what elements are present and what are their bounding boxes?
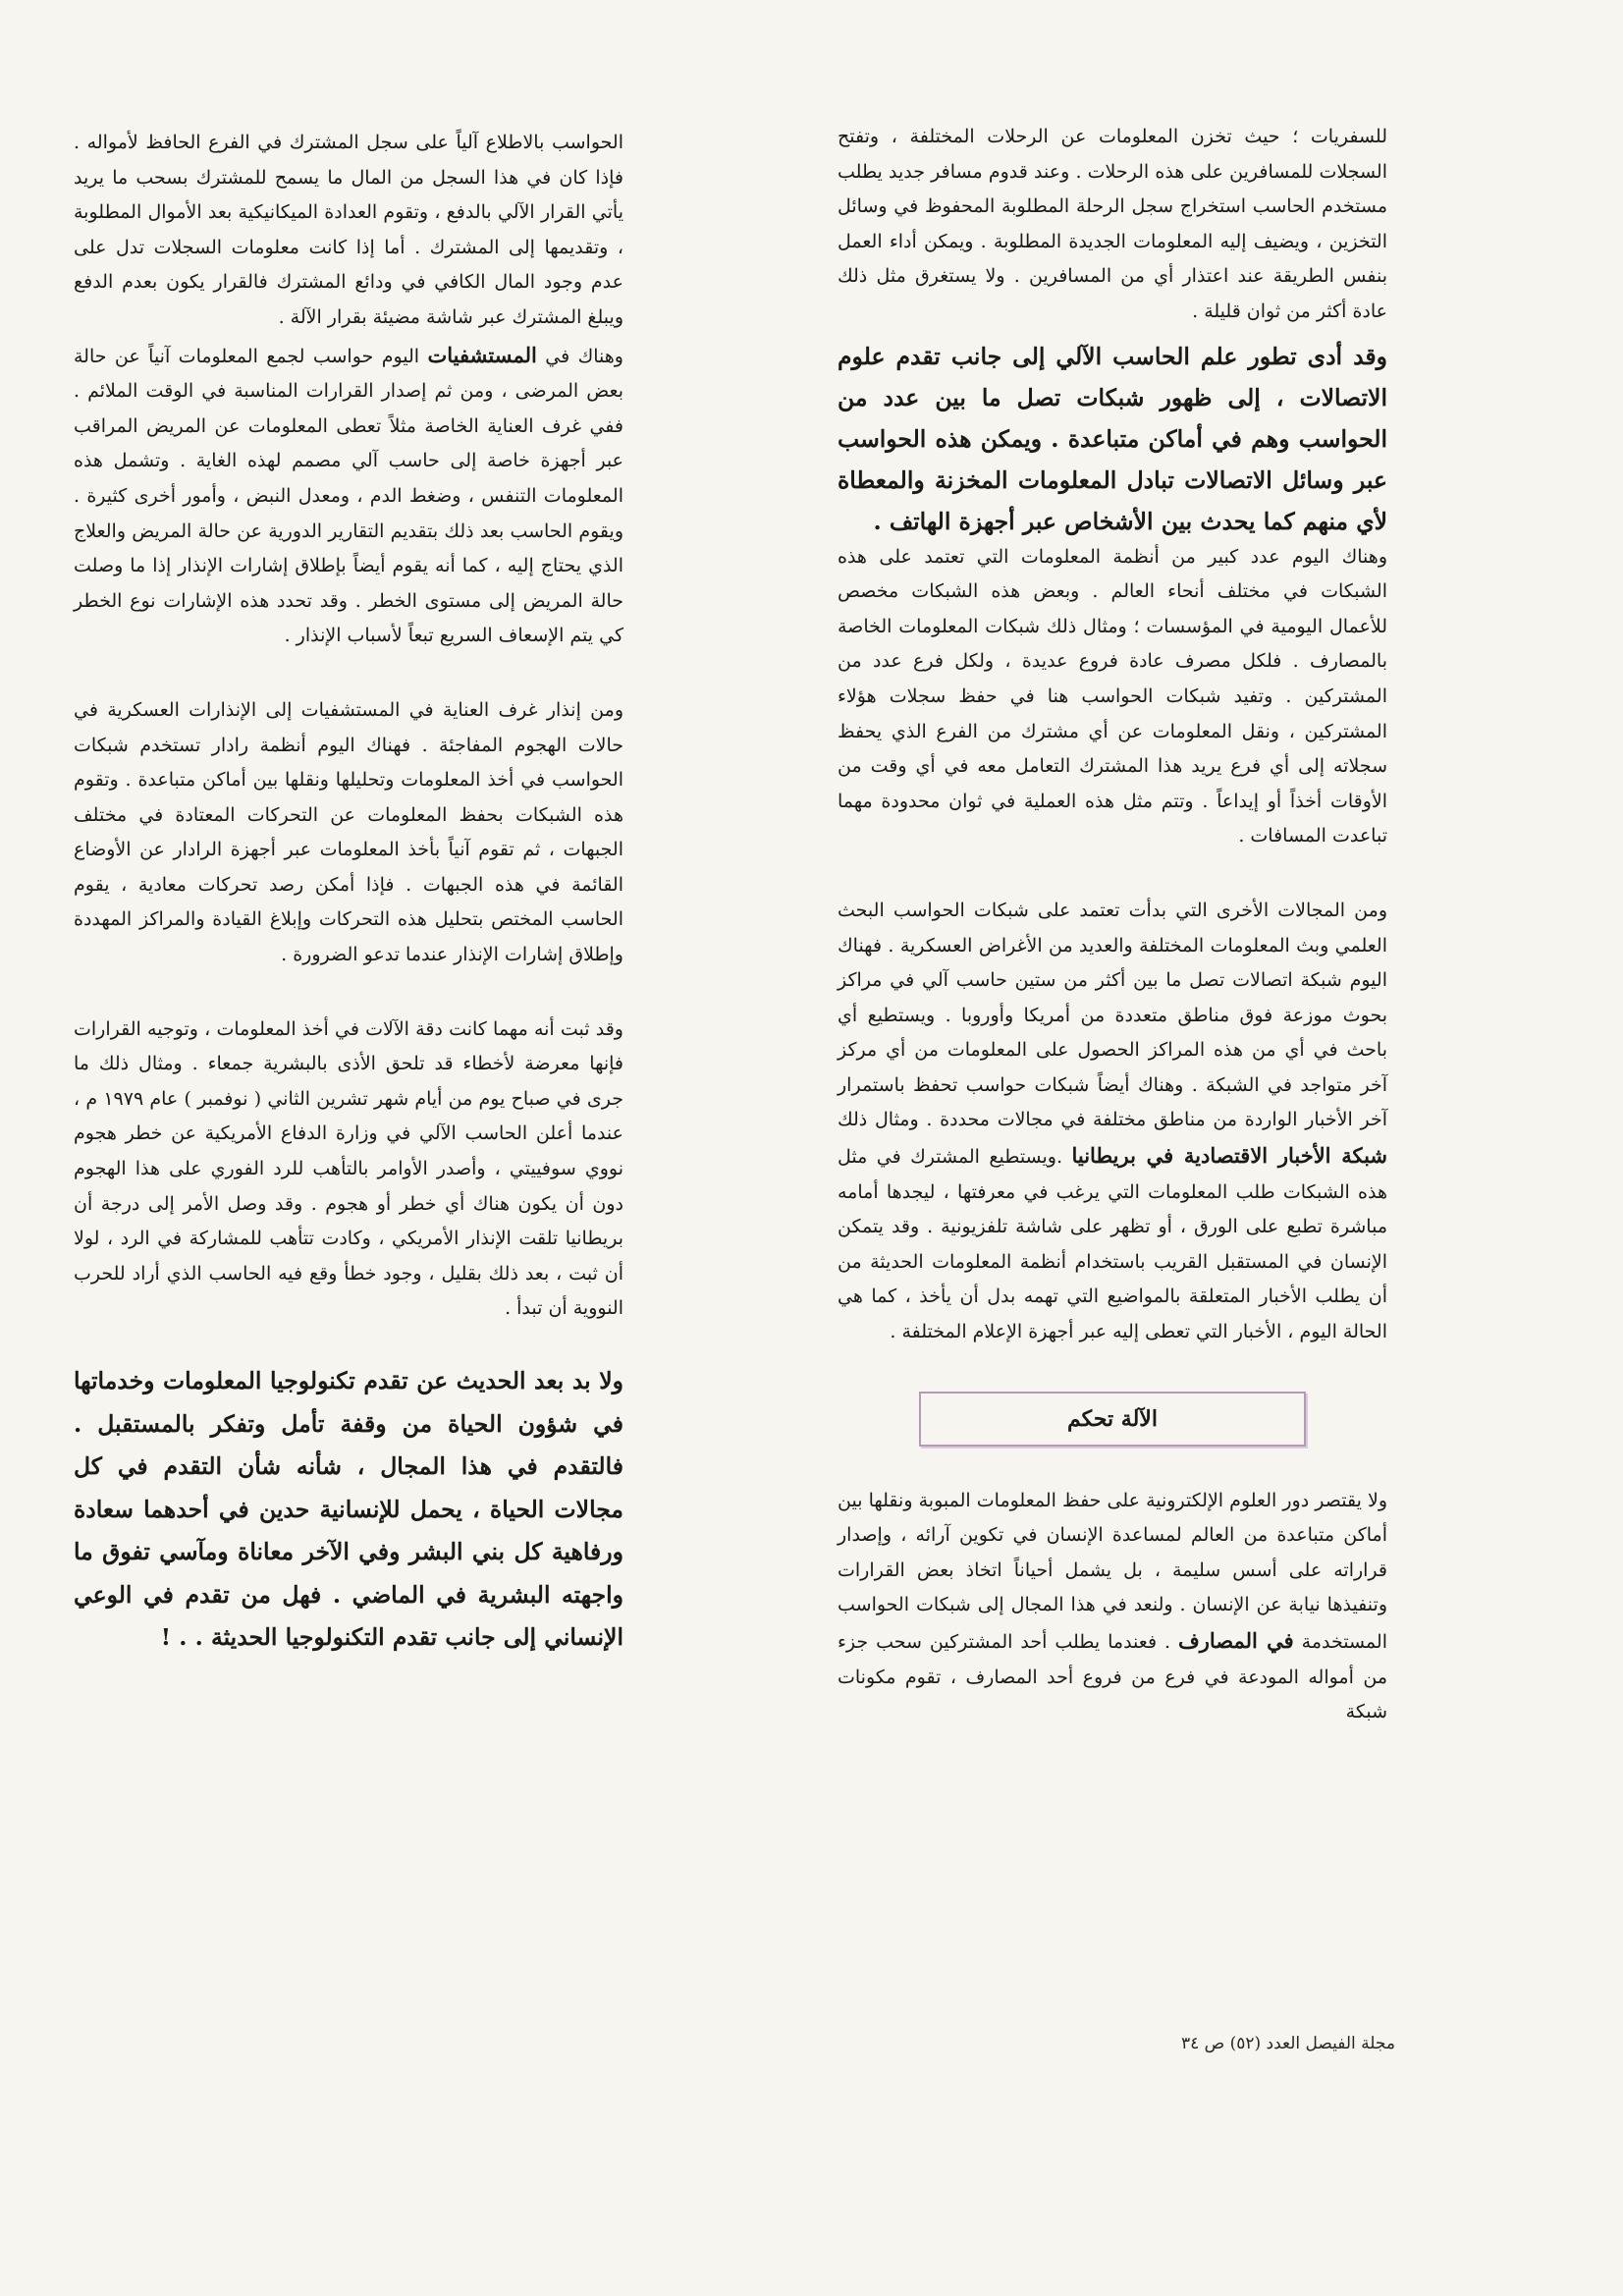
- right-column: [838, 120, 1387, 1730]
- paragraph: [74, 338, 623, 654]
- paragraph: الحواسب بالاطلاع آلياً على سجل المشترك في الفرع الحافظ لأمواله . فإذا كان في هذا السجل من المال ما يسمح للمشترك بسحب ما يريد يأتي القرار الآلي بالدفع ، وتقوم العدادة الميكانيكية بعد الأموال المطلوبة ، وتقديمها إلى المشترك . أما إذا كانت معلومات السجلات تدل على عدم وجود المال الكافي في ودائع المشترك فالقرار يكون بعدم الدفع ويبلغ المشترك عبر شاشة مضيئة بقرار الآلة .: [74, 132, 623, 328]
- text-run: . فعندما يطلب أحد المشتركين سحب جزء من أمواله المودعة في فرع من فروع أحد المصارف ، تقوم مكونات شبكة: [838, 1631, 1387, 1723]
- paragraph: وقد ثبت أنه مهما كانت دقة الآلات في أخذ المعلومات ، وتوجيه القرارات فإنها معرضة لأخطاء قد تلحق الأذى بالبشرية جمعاء . ومثال ذلك ما جرى في صباح يوم من أيام شهر تشرين الثاني ( نوفمبر ) عام ١٩٧٩ م ، عندما أعلن الحاسب الآلي في وزارة الدفاع الأمريكية عن خطر هجوم نووي سوفييتي ، وأصدر الأوامر بالتأهب للرد الفوري على هذا الهجوم دون أن يكون هناك أي خطر أو هجوم . وقد وصل الأمر إلى درجة أن بريطانيا تلقت الإنذار الأمريكي ، وكادت تتأهب للمشاركة في الرد ، لولا أن ثبت ، بعد ذلك بقليل ، وجود خطأ وقع فيه الحاسب الذي أراد للحرب النووية أن تبدأ .: [74, 1017, 623, 1320]
- text-run: اليوم حواسب لجمع المعلومات آنياً عن حالة بعض المرضى ، ومن ثم إصدار القرارات المناسبة في الوقت الملائم . ففي غرف العناية الخاصة مثلاً تعطى المعلومات عن المريض المراقب عبر أجهزة خاصة إلى حاسب آلي مصمم لهذه الغاية . وتشمل هذه المعلومات التنفس ، وضغط الدم ، ومعدل النبض ، وأمور أخرى كثيرة . ويقوم الحاسب بعد ذلك بتقديم التقارير الدورية عن حالة المريض والعلاج الذي يحتاج إليه ، كما أنه يقوم أيضاً بإطلاق إشارات الإنذار إذا ما وصلت حالة المريض إلى مستوى الخطر . وقد تحدد هذه الإشارات نوع الخطر كي يتم الإسعاف السريع تبعاً لأسباب الإنذار .: [74, 345, 623, 647]
- paragraph: وهناك اليوم عدد كبير من أنظمة المعلومات التي تعتمد على هذه الشبكات في مختلف أنحاء العالم . وبعض هذه الشبكات مخصص للأعمال اليومية في المؤسسات ؛ ومثال ذلك شبكات المعلومات الخاصة بالمصارف . فلكل مصرف عادة فروع عديدة ، ولكل فرع عدد من المشتركين . وتفيد شبكات الحواسب هنا في حفظ سجلات هؤلاء المشتركين ، ونقل المعلومات عن أي مشترك من الفرع الذي يحفظ سجلاته إلى أي فرع يريد هذا المشترك التعامل معه في أي وقت من الأوقات أخذاً أو إيداعاً . وتتم مثل هذه العملية في ثوان محدودة مهما تباعدت المسافات .: [838, 545, 1387, 847]
- paragraph: للسفريات ؛ حيث تخزن المعلومات عن الرحلات المختلفة ، وتفتح السجلات للمسافرين على هذه الرحلات . وعند قدوم مسافر جديد يطلب مستخدم الحاسب استخراج سجل الرحلة المطلوبة المحفوظ في وسائل التخزين ، ويضيف إليه المعلومات الجديدة المطلوبة . ويمكن أداء العمل بنفس الطريقة عند اعتذار أي من المسافرين . ولا يستغرق مثل ذلك عادة أكثر من ثوان قليلة .: [838, 126, 1387, 322]
- keyword: شبكة الأخبار الاقتصادية في بريطانيا: [1071, 1143, 1387, 1169]
- section-heading-box: [919, 1392, 1306, 1447]
- paragraph: [838, 1484, 1387, 1730]
- bold-lead-text: وقد أدى تطور علم الحاسب الآلي إلى جانب تقدم علوم الاتصالات ، إلى ظهور شبكات تصل ما بين عدد من الحواسب وهم في أماكن متباعدة . ويمكن هذه الحواسب عبر وسائل الاتصالات تبادل المعلومات المخزنة والمعطاة لأي منهم كما يحدث بين الأشخاص عبر أجهزة الهاتف .: [838, 342, 1387, 535]
- keyword: المستشفيات: [427, 342, 537, 367]
- bold-closing-paragraph: ولا بد بعد الحديث عن تقدم تكنولوجيا المعلومات وخدماتها في شؤون الحياة من وقفة تأمل وتفكر بالمستقبل . فالتقدم في هذا المجال ، شأنه شأن التقدم في كل مجالات الحياة ، يحمل للإنسانية حدين في أحدهما سعادة ورفاهية كل بني البشر وفي الآخر معاناة ومآسي تفوق ما واجهته البشرية في الماضي . فهل من تقدم في الوعي الإنساني إلى جانب تقدم التكنولوجيا الحديثة . . !: [74, 1367, 623, 1651]
- text-run: .ويستطيع المشترك في مثل هذه الشبكات طلب المعلومات التي يرغب في معرفتها ، ليجدها أمامه مباشرة تطبع على الورق ، أو تظهر على شاشة تلفزيونية . وقد يتمكن الإنسان في المستقبل القريب باستخدام أنظمة المعلومات الحديثة من أن يطلب الأخبار المتعلقة بالمواضيع التي تهمه بدل أن يأخذ ، كما هي الحالة اليوم ، الأخبار التي تعطى إليه عبر أجهزة الإعلام المختلفة .: [838, 1146, 1387, 1343]
- paragraph: ومن إنذار غرف العناية في المستشفيات إلى الإنذارات العسكرية في حالات الهجوم المفاجئة . فهناك اليوم أنظمة رادار تستخدم شبكات الحواسب في أخذ المعلومات وتحليلها ونقلها بين أماكن متباعدة . وتقوم هذه الشبكات بحفظ المعلومات عن التحركات المعتادة في مختلف الجبهات ، ثم تقوم آنياً بأخذ المعلومات عبر أجهزة الرادار عن الأوضاع القائمة في هذه الجبهات . فإذا أمكن رصد تحركات معادية ، يقوم الحاسب المختص بتحليل هذه التحركات وإبلاغ القيادة والمراكز المهددة وإطلاق إشارات الإنذار عندما تدعو الضرورة .: [74, 698, 623, 966]
- bold-lead-paragraph: [838, 336, 1387, 542]
- paragraph: [838, 894, 1387, 1350]
- text-run: ومن المجالات الأخرى التي بدأت تعتمد على شبكات الحواسب البحث العلمي وبث المعلومات المختلفة والعديد من الأغراض العسكرية . فهناك اليوم شبكة اتصالات تصل ما بين أكثر من ستين حاسب آلي في مراكز بحوث موزعة فوق مناطق متعددة من أمريكا وأوروبا . ويستطيع أي باحث في أي من هذه المراكز الحصول على المعلومات من أي مركز آخر متواجد في الشبكة . وهناك أيضاً شبكات حواسب تحفظ باستمرار آخر الأخبار الواردة من مناطق مختلفة في مجالات محددة . ومثال ذلك: [838, 899, 1387, 1131]
- keyword: في المصارف: [1178, 1628, 1294, 1653]
- left-column: [74, 126, 623, 1660]
- page-footer: مجلة الفيصل العدد (٥٢) ص ٣٤: [1180, 2034, 1395, 2053]
- text-run: وهناك في: [536, 345, 623, 367]
- text-run: ولا يقتصر دور العلوم الإلكترونية على حفظ المعلومات المبوبة ونقلها بين أماكن متباعدة من العالم لمساعدة الإنسان في تكوين آرائه ، وإصدار قراراته على أسس سليمة ، بل يشمل أحياناً اتخاذ بعض القرارات وتنفيذها نيابة عن الإنسان . ولنعد في هذا المجال إلى شبكات الحواسب المستخدمة: [838, 1489, 1387, 1653]
- section-heading: الآلة تحكم: [1067, 1405, 1158, 1432]
